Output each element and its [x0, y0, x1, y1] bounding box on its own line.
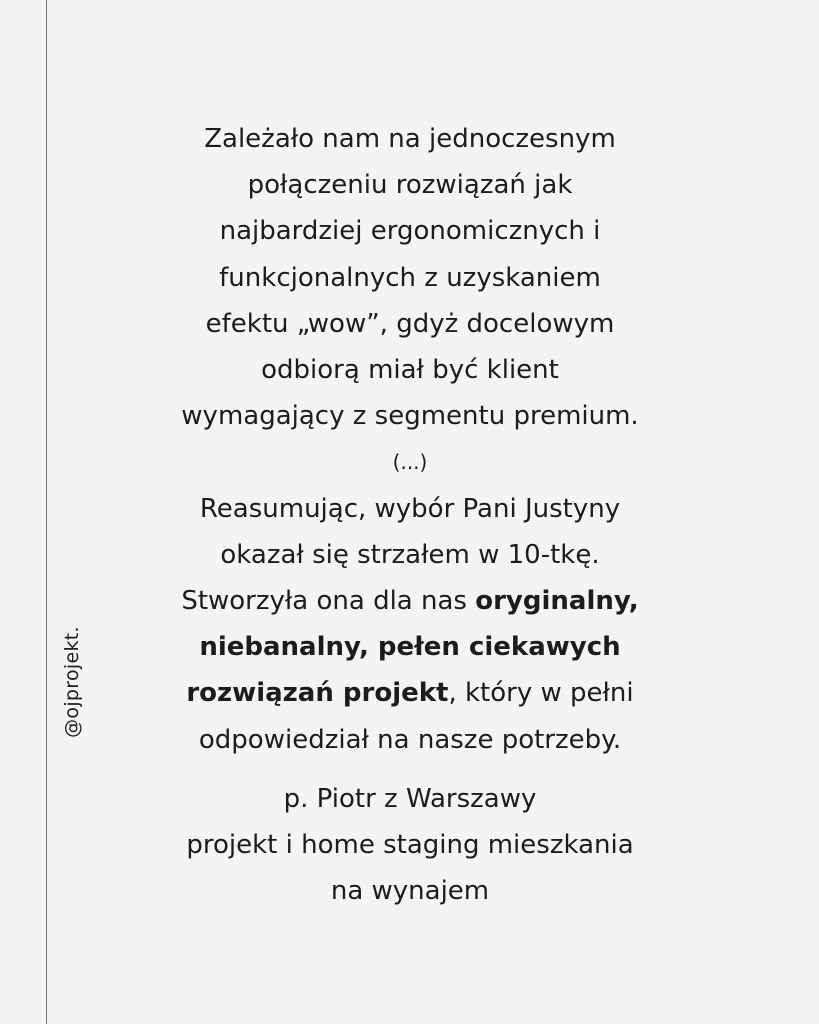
quote-line: Reasumując, wybór Pani Justyny — [199, 493, 621, 524]
quote-bold-text: niebanalny, pełen ciekawych — [199, 632, 621, 663]
project-description: projekt i home staging mieszkania — [186, 830, 634, 861]
quote-line-with-bold — [110, 670, 710, 716]
quote-line-bold — [110, 624, 710, 670]
quote-line: odpowiedział na nasze potrzeby. — [198, 724, 622, 755]
quote-ellipsis: (...) — [392, 450, 428, 475]
quote-line: najbardziej ergonomicznych i — [219, 216, 601, 247]
quote-line: wymagający z segmentu premium. — [181, 401, 639, 432]
quote-line: połączeniu rozwiązań jak — [247, 170, 573, 201]
quote-bold-text: rozwiązań projekt — [186, 678, 449, 709]
quote-bold-text: oryginalny, — [475, 586, 639, 617]
quote-line-with-bold — [110, 578, 710, 624]
instagram-handle: @ojprojekt. — [61, 626, 83, 738]
quote-line: odbiorą miał być klient — [261, 355, 559, 386]
quote-line: okazał się strzałem w 10-tkę. — [220, 539, 600, 570]
quote-line: Zależało nam na jednoczesnym — [204, 124, 616, 154]
quote-line: efektu „wow”, gdyż docelowym — [205, 308, 615, 339]
vertical-divider-line — [46, 0, 47, 1024]
testimonial-quote — [110, 116, 710, 763]
author-name: p. Piotr z Warszawy — [283, 784, 537, 814]
quote-text: , który w pełni — [448, 678, 634, 709]
project-description: na wynajem — [330, 876, 490, 907]
testimonial-attribution — [110, 776, 710, 915]
quote-text: Stworzyła ona dla nas — [181, 586, 476, 617]
quote-line: funkcjonalnych z uzyskaniem — [219, 262, 601, 293]
